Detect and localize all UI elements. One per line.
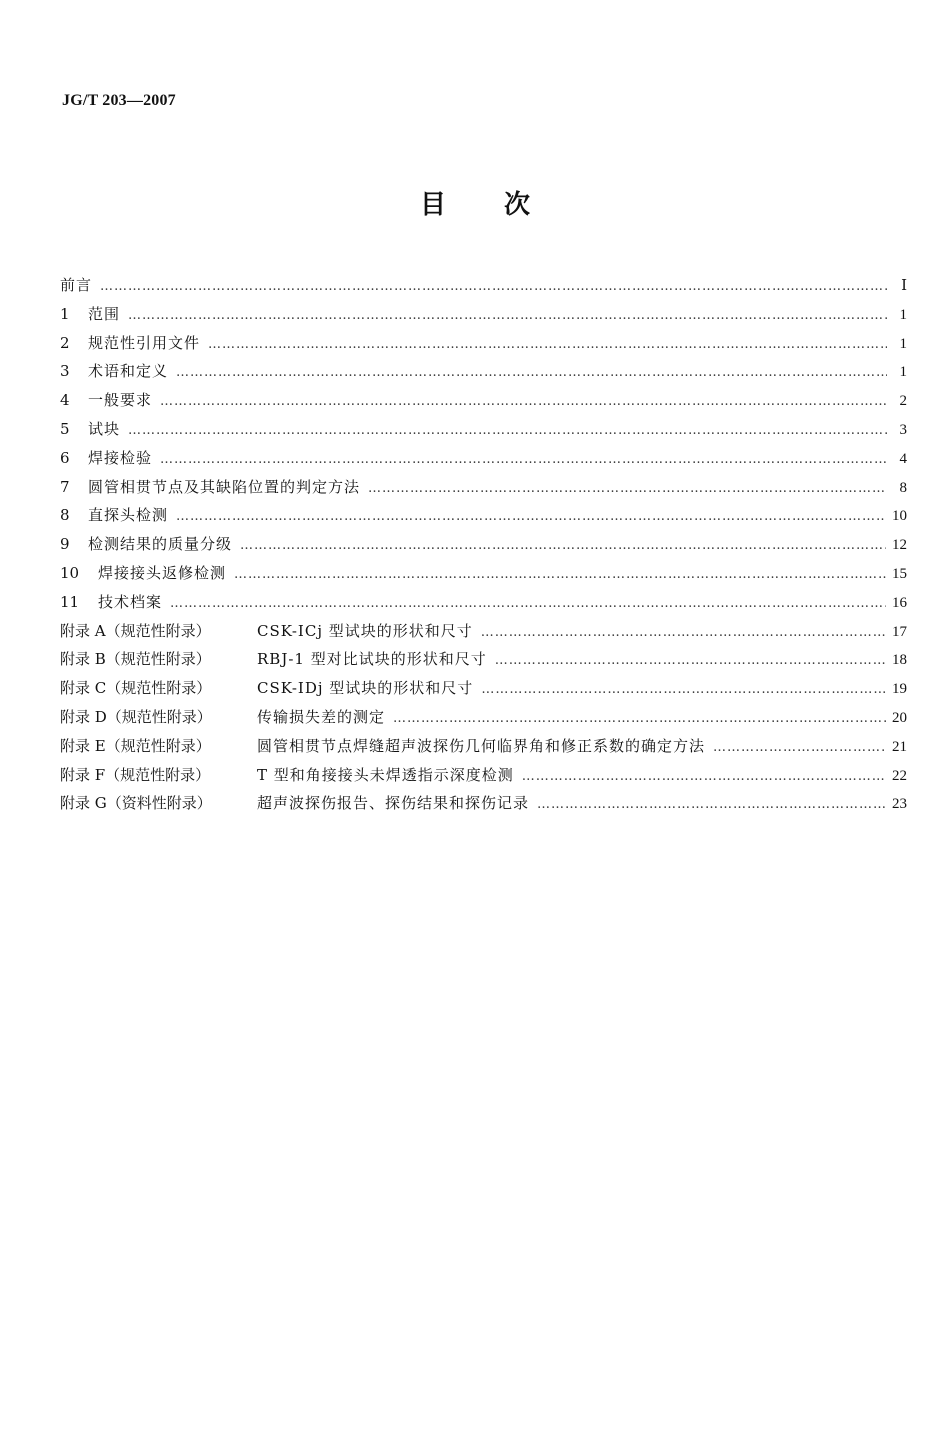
toc-entry-annex-f[interactable] <box>60 764 907 793</box>
toc-entry-number: 11 <box>60 592 80 611</box>
toc-entry-number: 5 <box>60 419 70 438</box>
toc-entry-label: 焊接接头返修检测 <box>98 563 227 582</box>
page-title: 目次 <box>419 190 588 220</box>
toc-entry-label: 圆管相贯节点及其缺陷位置的判定方法 <box>88 477 361 496</box>
toc-entry-annex-g[interactable] <box>60 792 907 821</box>
toc-dot-leader <box>495 653 886 668</box>
toc-entry-annex-e[interactable] <box>60 735 907 764</box>
toc-page-number: 23 <box>892 796 907 813</box>
toc-entry-label: CSK-ⅠDj 型试块的形状和尺寸 <box>257 679 474 698</box>
toc-entry-number: 附录 F（规范性附录） <box>60 765 211 784</box>
toc-entry-label: 直探头检测 <box>88 506 169 525</box>
toc-entry-5[interactable] <box>60 418 907 447</box>
toc-entry-annex-b[interactable] <box>60 648 907 677</box>
toc-page-number: 1 <box>899 364 907 381</box>
toc-entry-number: 附录 A（规范性附录） <box>60 621 211 640</box>
toc-entry-number: 6 <box>60 448 70 467</box>
toc-entry-number: 8 <box>60 506 70 525</box>
toc-entry-label: 前言 <box>60 276 93 294</box>
toc-entry-label: CSK-ⅠCj 型试块的形状和尺寸 <box>257 621 473 640</box>
toc-dot-leader <box>170 596 886 611</box>
toc-entry-number: 附录 E（规范性附录） <box>60 736 211 755</box>
toc-entry-label: 规范性引用文件 <box>88 333 201 352</box>
toc-entry-number: 10 <box>60 563 80 582</box>
toc-dot-leader <box>176 509 886 524</box>
toc-entry-1[interactable] <box>60 303 907 332</box>
toc-page-number: 1 <box>899 306 907 323</box>
toc-entry-10[interactable] <box>60 562 907 591</box>
toc-entry-11[interactable] <box>60 591 907 620</box>
toc-page-number: 19 <box>892 681 907 698</box>
toc-page-number: 21 <box>892 738 907 755</box>
toc-dot-leader <box>128 423 887 438</box>
toc-page-number: 20 <box>892 709 907 726</box>
toc-dot-leader <box>522 769 886 784</box>
toc-entry-number: 附录 D（规范性附录） <box>60 707 212 726</box>
toc-page-number: 16 <box>892 594 907 611</box>
toc-entry-8[interactable] <box>60 504 907 533</box>
toc-entry-number: 1 <box>60 304 70 323</box>
toc-dot-leader <box>240 538 886 553</box>
toc-page-number: 22 <box>892 767 907 784</box>
toc-entry-label: 圆管相贯节点焊缝超声波探伤几何临界角和修正系数的确定方法 <box>257 736 706 755</box>
toc-entry-number: 7 <box>60 477 70 496</box>
toc-dot-leader <box>234 567 886 582</box>
toc-entry-3[interactable] <box>60 360 907 389</box>
toc-dot-leader <box>713 740 886 755</box>
standard-code: JG/T 203—2007 <box>62 92 176 109</box>
toc-dot-leader <box>481 682 886 697</box>
toc-entry-2[interactable] <box>60 332 907 361</box>
toc-page-number: 1 <box>899 335 907 352</box>
toc-page-number: 4 <box>899 450 907 467</box>
toc-entry-label: 超声波探伤报告、探伤结果和探伤记录 <box>257 794 530 813</box>
toc-entry-label: 传输损失差的测定 <box>257 707 386 726</box>
toc-entry-7[interactable] <box>60 476 907 505</box>
toc-dot-leader <box>176 365 887 380</box>
toc-page-number: 10 <box>892 508 907 525</box>
toc-dot-leader <box>160 452 887 467</box>
toc-entry-label: RBJ-1 型对比试块的形状和尺寸 <box>257 650 487 669</box>
toc-entry-number: 4 <box>60 391 70 410</box>
toc-dot-leader <box>208 337 887 352</box>
toc-entry-annex-a[interactable] <box>60 620 907 649</box>
toc-page-number: 18 <box>892 652 907 669</box>
toc-entry-number: 附录 C（规范性附录） <box>60 679 212 698</box>
toc-entry-annex-d[interactable] <box>60 706 907 735</box>
toc-entry-label: 术语和定义 <box>88 362 169 381</box>
toc-dot-leader <box>160 394 887 409</box>
toc-page-number: 15 <box>892 565 907 582</box>
toc-page-number: Ⅰ <box>901 278 907 294</box>
toc-entry-6[interactable] <box>60 447 907 476</box>
table-of-contents <box>60 274 907 821</box>
toc-page-number: 8 <box>899 479 907 496</box>
toc-page-number: 3 <box>899 421 907 438</box>
toc-dot-leader <box>100 279 887 294</box>
toc-entry-label: T 型和角接接头未焊透指示深度检测 <box>257 765 514 784</box>
toc-page-number: 17 <box>892 623 907 640</box>
toc-entry-label: 技术档案 <box>98 592 163 611</box>
toc-entry-number: 附录 B（规范性附录） <box>60 650 211 669</box>
toc-entry-9[interactable] <box>60 533 907 562</box>
toc-entry-number: 3 <box>60 362 70 381</box>
toc-entry-label: 检测结果的质量分级 <box>88 535 233 554</box>
toc-entry-label: 范围 <box>88 304 121 323</box>
toc-page-number: 2 <box>899 393 907 410</box>
toc-entry-number: 附录 G（资料性附录） <box>60 794 212 813</box>
toc-entry-label: 一般要求 <box>88 391 153 410</box>
toc-entry-label: 试块 <box>88 419 121 438</box>
toc-entry-4[interactable] <box>60 389 907 418</box>
toc-entry-number: 2 <box>60 333 70 352</box>
toc-dot-leader <box>481 625 886 640</box>
toc-dot-leader <box>128 308 887 323</box>
toc-dot-leader <box>393 711 886 726</box>
toc-entry-label: 焊接检验 <box>88 448 153 467</box>
toc-entry-foreword[interactable] <box>60 274 907 303</box>
toc-page-number: 12 <box>892 537 907 554</box>
toc-entry-number: 9 <box>60 535 70 554</box>
toc-entry-annex-c[interactable] <box>60 677 907 706</box>
toc-dot-leader <box>368 481 887 496</box>
toc-dot-leader <box>537 797 886 812</box>
